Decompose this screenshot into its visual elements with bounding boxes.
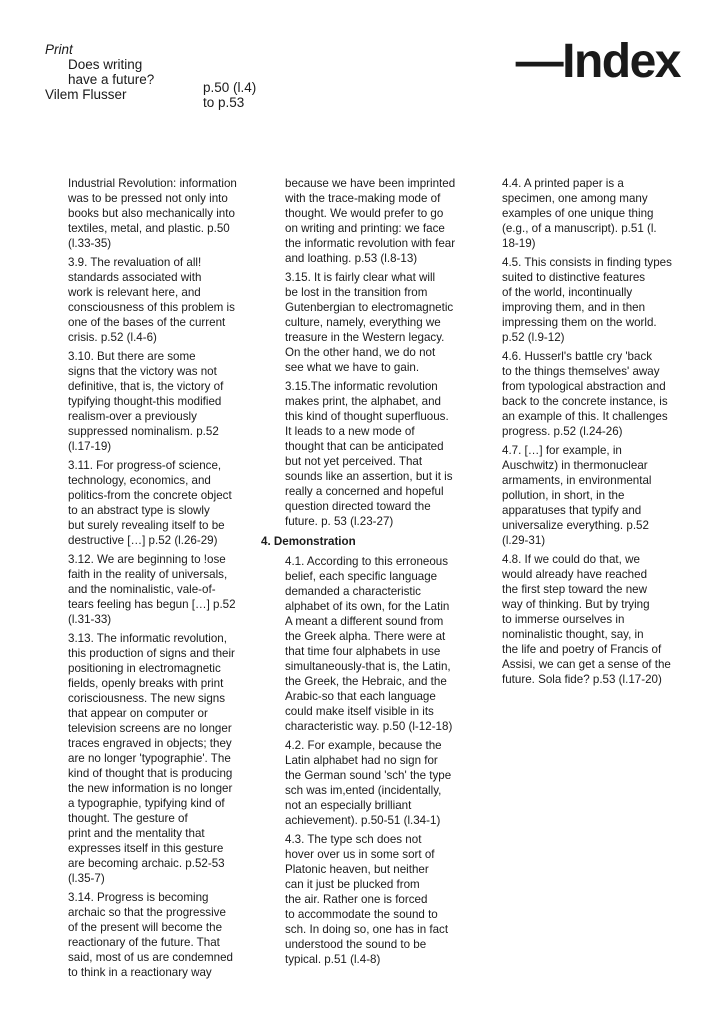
index-entry: 4.2. For example, because the Latin alphabet had no sign for the German sound 'sch' the type sch was im,ented (incidentally, not an especially brilliant achievement). p.50-51 (l.34-1) <box>285 739 452 827</box>
index-entry: because we have been imprinted with the trace-making mode of thought. We would prefer to go on writing and printing: we face the informatic revolution with fear and loathing. p.53 (l.8-13) <box>285 177 456 265</box>
essay-title: Does writing have a future? <box>68 57 155 87</box>
index-entry: 4.7. […] for example, in Auschwitz) in thermonuclear armaments, in environmental pollution, in short, in the apparatuses that typify and universalize everything. p.52 (l.29-31) <box>502 444 652 547</box>
index-entry: 3.12. We are beginning to !ose faith in the reality of universals, and the nominalistic, vale-of- tears feeling has begun […] p.52 (l.31-33) <box>68 553 236 626</box>
column-2 <box>261 176 475 971</box>
section-label: Print <box>45 42 73 57</box>
index-entry: 4.3. The type sch does not hover over us in some sort of Platonic heaven, but neither can it just be plucked from the air. Rather one is forced to accommodate the sound to sch. In doing so, one has in fact understood the sound to be typical. p.51 (l.4-8) <box>285 833 449 966</box>
index-entry: 4.8. If we could do that, we would already have reached the first step toward the new way of thinking. But by trying to immerse ourselves in nominalistic thought, say, in the life and poetry of Francis of Assisi, we can get a sense of the future. Sola fide? p.53 (l.17-20) <box>502 553 671 686</box>
column-3 <box>502 176 692 691</box>
index-title: —Index <box>515 35 680 88</box>
index-entry: 3.15.The informatic revolution makes print, the alphabet, and this kind of thought superfluous. It leads to a new mode of thought that can be anticipated but not yet perceived. That sounds like an assertion, but it is really a concerned and hopeful question directed toward the future. p. 53 (l.23-27) <box>285 380 453 528</box>
index-entry: 3.10. But there are some signs that the victory was not definitive, that is, the victory of typifying thought-this modified realism-over a previously suppressed nominalism. p.52 (l.17-19) <box>68 350 224 453</box>
index-entry: 3.11. For progress-of science, technology, economics, and politics-from the concrete object to an abstract type is slowly but surely revealing itself to be destructive […] p.52 (l.26-29) <box>68 459 232 547</box>
index-entry: 3.14. Progress is becoming archaic so that the progressive of the present will become the reactionary of the future. That said, most of us are condemned to think in a reactionary way <box>68 891 233 979</box>
index-entry: 3.15. It is fairly clear what will be lost in the transition from Gutenbergian to electromagnetic culture, namely, everything we treasure in the Western legacy. On the other hand, we do not see what we have to gain. <box>285 271 454 374</box>
column-1 <box>68 176 264 984</box>
index-entry: Industrial Revolution: information was to be pressed not only into books but also mechanically into textiles, metal, and plastic. p.50 (l.33-35) <box>68 177 237 250</box>
index-entry: 4.4. A printed paper is a specimen, one among many examples of one unique thing (e.g., of a manuscript). p.51 (l. 18-19) <box>502 177 657 250</box>
index-entry: 4.6. Husserl's battle cry 'back to the things themselves' away from typological abstraction and back to the concrete instance, is an example of this. It challenges progress. p.52 (l.24-26) <box>502 350 668 438</box>
index-entry: 4.5. This consists in finding types suited to distinctive features of the world, incontinually improving them, and in then impressing them on the world. p.52 (l.9-12) <box>502 256 672 344</box>
author-name: Vilem Flusser <box>45 87 127 102</box>
index-entry: 3.9. The revaluation of all! standards associated with work is relevant here, and consciousness of this problem is one of the bases of the current crisis. p.52 (l.4-6) <box>68 256 235 344</box>
page-range: p.50 (l.4) to p.53 <box>203 80 257 110</box>
section-heading: 4. Demonstration <box>261 535 356 548</box>
index-entry: 4.1. According to this erroneous belief, each specific language demanded a characteristic alphabet of its own, for the Latin A meant a different sound from the Greek alpha. There were at that time four alphabets in use simultaneously-that is, the Latin, the Greek, the Hebraic, and the Arabic-so that each language could make itself visible in its characteristic way. p.50 (l-12-18) <box>285 555 453 733</box>
index-entry: 3.13. The informatic revolution, this production of signs and their positioning in electromagnetic fields, openly breaks with print corisciousness. The new signs that appear on computer or television screens are no longer traces engraved in objects; they are no longer 'typographie'. The kind of thought that is producing the new information is no longer a typographie, typifying kind of thought. The gesture of print and the mentality that expresses itself in this gesture are becoming archaic. p.52-53 (l.35-7) <box>68 632 235 885</box>
